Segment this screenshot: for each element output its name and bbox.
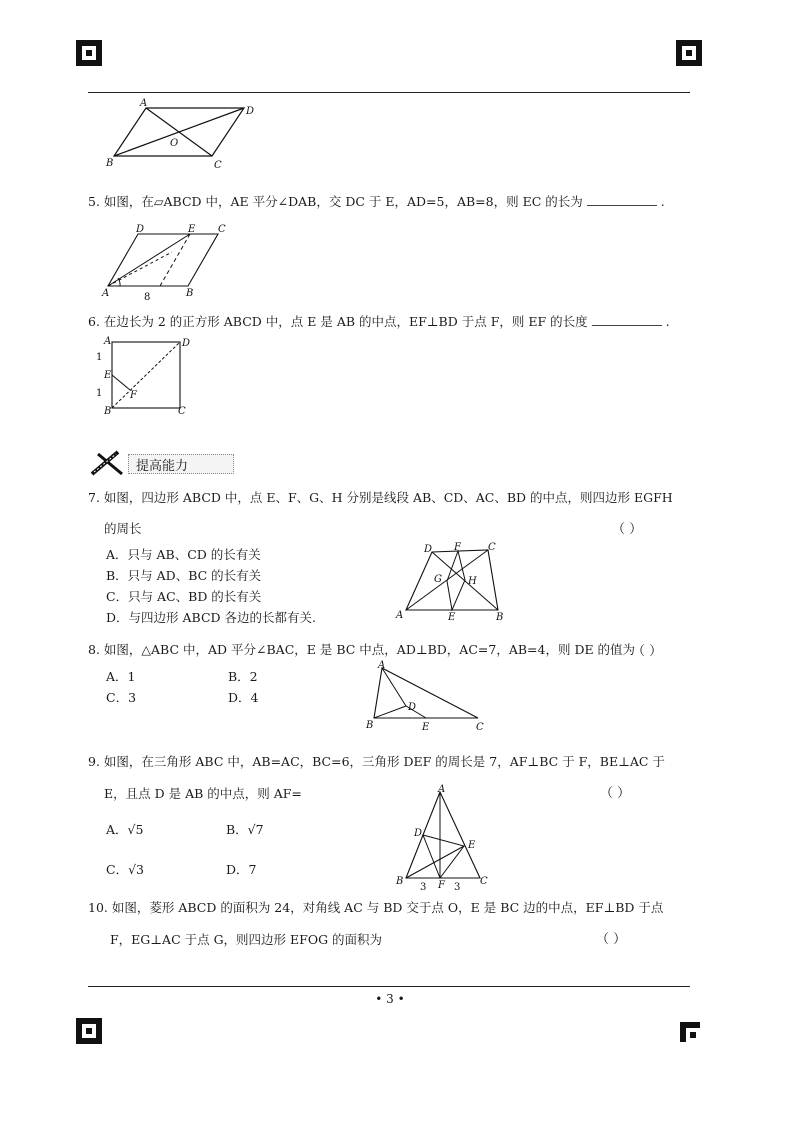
question-9-option-c[interactable]: C．√3 <box>106 862 144 877</box>
question-6-text: 6. 在边长为 2 的正方形 ABCD 中，点 E 是 AB 的中点，EF⊥BD 于点 F，则 EF 的长度 <box>88 314 588 329</box>
fig7-label-a: A <box>396 610 404 621</box>
question-7-option-b[interactable]: B．只与 AD、BC 的长有关 <box>106 568 262 583</box>
fig7-label-b: B <box>496 612 504 623</box>
fig6-label-f: F <box>130 390 137 401</box>
figure-q8-triangle <box>364 660 494 734</box>
fig5-label-e: E <box>188 224 196 235</box>
fig5-label-c: C <box>218 224 226 235</box>
question-6 <box>88 312 670 330</box>
question-10-line2: F，EG⊥AC 于点 G，则四边形 EFOG 的面积为 <box>110 932 383 947</box>
fig8-label-d: D <box>408 702 417 713</box>
question-9-option-a[interactable]: A．√5 <box>106 822 144 837</box>
question-8-option-b[interactable]: B．2 <box>228 669 258 684</box>
question-9-option-b[interactable]: B．√7 <box>226 822 264 837</box>
question-7-option-a[interactable]: A．只与 AB、CD 的长有关 <box>106 547 261 562</box>
figure-q5-parallelogram <box>100 222 240 304</box>
ruler-pencil-icon <box>88 448 128 478</box>
question-6-answer-blank[interactable] <box>592 313 662 326</box>
fig7-label-e: E <box>448 612 456 623</box>
fig7-label-h: H <box>468 576 477 587</box>
fig6-label-c: C <box>178 406 186 417</box>
fig7-label-g: G <box>434 574 442 585</box>
question-7-line2: 的周长 <box>104 521 142 536</box>
fig9-label-e: E <box>468 840 476 851</box>
fig9-label-b: B <box>396 876 404 887</box>
figure-parallelogram-abcd <box>100 96 260 172</box>
fig5-note-8: 8 <box>144 292 151 303</box>
figure-q7-quadrilateral <box>392 540 512 624</box>
corner-marker-bottom-left <box>76 1018 102 1044</box>
question-5 <box>88 192 665 210</box>
question-8-answer-paren[interactable]: （ ） <box>632 644 663 659</box>
question-10-line1: 10. 如图，菱形 ABCD 的面积为 24，对角线 AC 与 BD 交于点 O，E 是 BC 边的中点，EF⊥BD 于点 <box>88 900 664 915</box>
fig5-label-a: A <box>102 288 110 299</box>
fig6-mark-1: 1 <box>96 352 103 363</box>
section-title: 提高能力 <box>136 459 189 474</box>
question-9-option-d[interactable]: D．7 <box>226 862 257 877</box>
question-5-text: 5. 如图，在▱ABCD 中，AE 平分∠DAB，交 DC 于 E，AD=5，AB=8，则 EC 的长为 <box>88 194 583 209</box>
fig7-label-f: F <box>454 542 461 553</box>
figure-q6-square <box>90 334 200 420</box>
fig4-label-c: C <box>214 160 222 171</box>
fig6-label-d: D <box>182 338 191 349</box>
fig6-label-a: A <box>104 336 112 347</box>
fig9-label-f: F <box>438 880 445 891</box>
fig6-label-b: B <box>104 406 112 417</box>
question-7-option-c[interactable]: C．只与 AC、BD 的长有关 <box>106 589 262 604</box>
fig7-label-c: C <box>488 542 496 553</box>
question-9-line2: E，且点 D 是 AB 的中点，则 AF= <box>104 786 302 801</box>
figure-q9-triangle <box>394 784 494 892</box>
question-7-option-d[interactable]: D．与四边形 ABCD 各边的长都有关. <box>106 610 316 625</box>
fig9-label-a: A <box>438 784 446 795</box>
question-7-answer-paren[interactable]: （ ） <box>612 522 643 537</box>
question-8-text: 8. 如图，△ABC 中，AD 平分∠BAC，E 是 BC 中点，AD⊥BD，AC=7，AB=4，则 DE 的值为 <box>88 642 636 657</box>
fig4-label-d: D <box>246 106 255 117</box>
corner-marker-bottom-right <box>680 1022 700 1042</box>
fig9-label-c: C <box>480 876 488 887</box>
footer-rule <box>88 986 690 987</box>
question-6-end: . <box>665 314 670 329</box>
question-5-answer-blank[interactable] <box>587 193 657 206</box>
question-10-answer-paren[interactable]: （ ） <box>596 932 627 947</box>
fig4-label-b: B <box>106 158 114 169</box>
fig5-label-b: B <box>186 288 194 299</box>
fig8-label-a: A <box>378 660 386 671</box>
fig5-label-d: D <box>136 224 145 235</box>
page-number: • 3 • <box>375 992 405 1006</box>
fig9-mark-1: 3 <box>420 882 427 892</box>
fig8-label-b: B <box>366 720 374 731</box>
fig7-label-d: D <box>424 544 433 555</box>
fig9-mark-2: 3 <box>454 882 461 892</box>
question-5-end: . <box>660 194 665 209</box>
fig4-label-o: O <box>170 138 179 149</box>
fig9-label-d: D <box>414 828 423 839</box>
fig8-label-e: E <box>422 722 430 733</box>
question-7-line1: 7. 如图，四边形 ABCD 中，点 E、F、G、H 分别是线段 AB、CD、AC、BD 的中点，则四边形 EGFH <box>88 490 673 505</box>
fig4-label-a: A <box>140 98 148 109</box>
fig8-label-c: C <box>476 722 484 733</box>
question-9-line1: 9. 如图，在三角形 ABC 中，AB=AC，BC=6，三角形 DEF 的周长是 7，AF⊥BC 于 F，BE⊥AC 于 <box>88 754 665 769</box>
question-8-option-a[interactable]: A．1 <box>106 669 136 684</box>
question-9-answer-paren[interactable]: （ ） <box>600 786 631 801</box>
question-8-option-c[interactable]: C．3 <box>106 690 137 705</box>
fig6-mark-2: 1 <box>96 388 103 399</box>
question-8-option-d[interactable]: D．4 <box>228 690 259 705</box>
corner-marker-top-right <box>676 40 702 66</box>
fig6-label-e: E <box>104 370 112 381</box>
corner-marker-top-left <box>76 40 102 66</box>
section-header-advanced <box>88 448 238 476</box>
header-rule <box>88 92 690 93</box>
